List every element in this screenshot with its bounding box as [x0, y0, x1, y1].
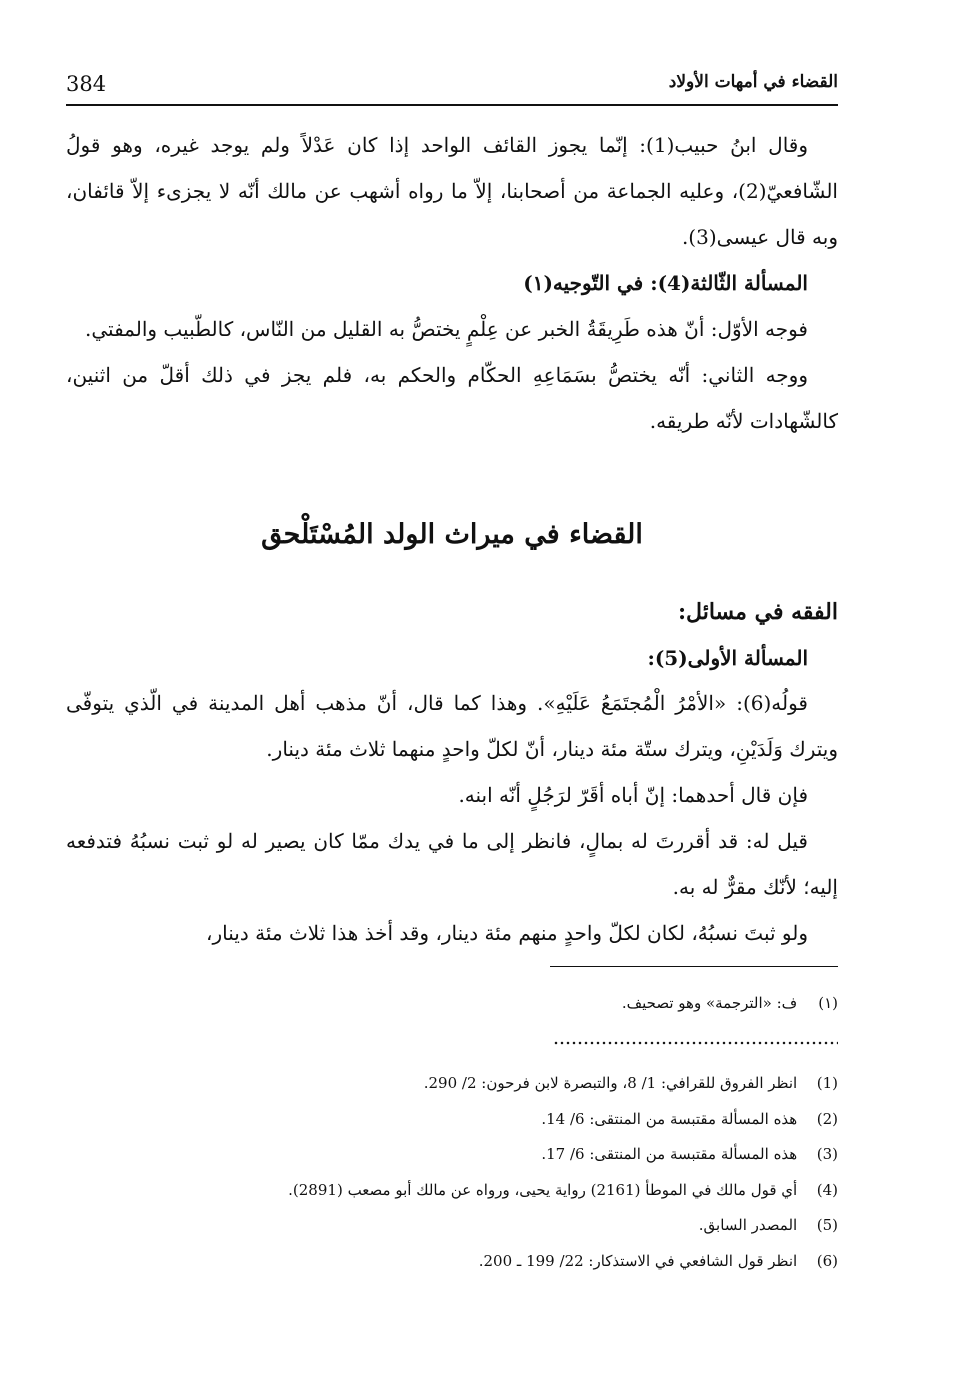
first-issue-heading: المسألة الأولى(5): — [647, 646, 808, 670]
paragraph-response: قيل له: قد أقررتَ له بمالٍ، فانظر إلى ما في يدك ممّا كان يصير له لو ثبت نسبُهُ فتدفعه إليه؛ لأنّك مقرٌّ له به. — [66, 829, 838, 899]
footnote-text: انظر الفروق للقرافي: 1/ 8، والتبصرة لابن فرحون: 2/ 290. — [423, 1074, 798, 1092]
fiqh-heading: الفقه في مسائل: — [677, 599, 838, 625]
footnote-number: (2) — [816, 1109, 838, 1128]
page-number: 384 — [66, 72, 107, 96]
footnote-list — [66, 1066, 838, 1279]
third-issue-heading: المسألة الثّالثة(4): في التّوجيه(١) — [523, 271, 808, 295]
paragraph-ibn-habib: وقال ابنُ حبيب(1): إنّما يجوز القائف الواحد إذا كان عَدْلاً ولم يوجد غيره، وهو قولُ الشّافعيّ(2)، وعليه الجماعة من أصحابنا، إلاّ ما رواه أشهب عن مالك أنّه لا يجزىء إلاّ قائفان، وبه قال عيسى(3). — [66, 133, 838, 249]
footnote-text: ف: «الترجمة» وهو تصحيف. — [621, 994, 798, 1012]
footnote-text: هذه المسألة مقتبسة من المنتقى: 6/ 14. — [541, 1109, 798, 1128]
footnote-number: (4) — [816, 1180, 838, 1199]
footnote-text: انظر قول الشافعي في الاستذكار: 22/ 199 ـ 200. — [478, 1251, 798, 1270]
footnote-item — [66, 1244, 838, 1280]
footnote-number: (3) — [816, 1145, 838, 1163]
footnote-number: (5) — [816, 1216, 838, 1234]
running-title: القضاء في أمهات الأولاد — [668, 72, 838, 92]
footnote-text: المصدر السابق. — [698, 1216, 798, 1234]
footnote-number: (6) — [816, 1251, 838, 1270]
section-two — [66, 588, 838, 956]
chapter-title: القضاء في ميراث الولد المُسْتَلْحق — [261, 519, 643, 550]
paragraph-first-reasoning: فوجه الأوّل: أنّ هذه طَرِيقَةُ الخبر عن عِلْمٍ يختصُّ به القليل من النّاس، كالطّبيب والمفتي. — [85, 317, 808, 341]
editor-footnote — [66, 986, 838, 1022]
footnote-item — [66, 1137, 838, 1173]
footnote-item — [66, 1208, 838, 1244]
page-header — [66, 72, 838, 104]
footnote-text: أي قول مالك في الموطأ (2161) رواية يحيى، ورواه عن مالك أبو مصعب (2891). — [288, 1180, 798, 1199]
footnote-item — [66, 1066, 838, 1102]
footnote-text: هذه المسألة مقتبسة من المنتقى: 6/ 17. — [541, 1145, 798, 1163]
footnote-rule — [550, 966, 838, 967]
paragraph-quote: قولُه(6): «الأمْرُ الْمُجتَمَعُ عَلَيْهِ». وهذا كما قال، أنّ مذهب أهل المدينة في الّذي يتوفّى ويترك وَلَدَيْنِ، ويترك ستّة مئة دينار، أنّ لكلّ واحدٍ منهما ثلاث مئة دينار. — [66, 691, 838, 761]
header-rule — [66, 104, 838, 106]
footnote-number: (1) — [816, 1074, 838, 1092]
paragraph-inheritance: ولو ثبتَ نسبُهُ، لكان لكلّ واحدٍ منهم مئة دينار، وقد أخذ هذا ثلاث مئة دينار، — [206, 921, 808, 945]
section-one — [66, 122, 838, 444]
paragraph-second-reasoning: ووجه الثاني: أنّه يختصُّ بسَمَاعِهِ الحكّام والحكم به، فلم يجز في ذلك أقلّ من اثنين، كالشّهادات لأنّه طريقه. — [66, 363, 838, 433]
footnote-number: (١) — [818, 994, 838, 1012]
footnote-item — [66, 1102, 838, 1138]
dotted-separator — [553, 1040, 838, 1046]
footnote-item — [66, 1173, 838, 1209]
paragraph-claim: فإن قال أحدهما: إنّ أباه أقَرّ لرَجُلٍ أنّه ابنه. — [458, 783, 808, 807]
